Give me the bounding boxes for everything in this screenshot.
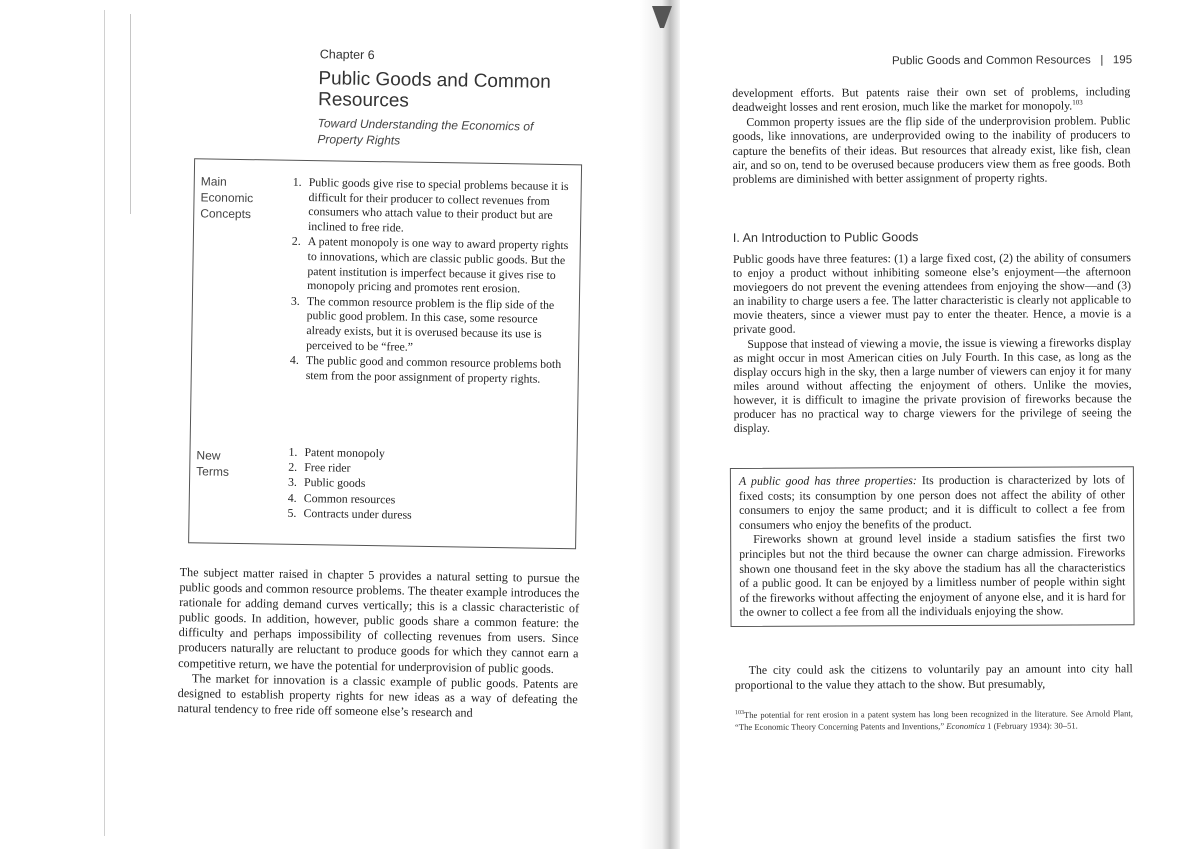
list-number: 1. — [292, 174, 302, 189]
list-number: 5. — [287, 505, 297, 520]
list-text: Patent monopoly — [304, 445, 385, 461]
definition-box — [730, 466, 1135, 627]
journal-title: Economica — [946, 720, 985, 732]
list-item — [292, 175, 577, 238]
concepts-box — [188, 158, 582, 549]
chapter-title: Public Goods and Common Resources — [317, 68, 551, 112]
list-text: A patent monopoly is one way to award property rights to innovations, which are classic public goods. But the patent institution is imperfect because it gives rise to monopoly pricing and promotes rent erosion. — [307, 234, 569, 296]
list-text: Public goods — [303, 475, 366, 491]
list-text: The public good and common resource problems both stem from the poor assignment of property rights. — [305, 353, 562, 386]
body-paragraph: Public goods have three features: (1) a large fixed cost, (2) the ability of consumers to enjoy a product without inhibiting someone else’s enjoyment—the afternoon moviegoers do not prevent the evening attendees from enjoying the show—and (3) an inability to charge users a fee. The latter characteristic is clearly not applicable to movie theaters, since a viewer must pay to enter the theater. Hence, a movie is a private good. — [732, 250, 1132, 337]
list-text: Free rider — [304, 460, 351, 475]
left-page — [177, 40, 600, 720]
list-item — [291, 234, 576, 297]
book-gutter — [640, 0, 680, 849]
list-number: 2. — [288, 459, 298, 475]
definition-paragraph — [739, 472, 1125, 532]
intro-text — [732, 84, 1130, 187]
chapter-label: Chapter 6 — [319, 47, 375, 63]
list-number: 3. — [290, 293, 300, 308]
body-paragraph: The subject matter raised in chapter 5 provides a natural setting to pursue the public goods and common resource problems. The theater example introduces the rationale for adding demand curves vertically; this is a classic characteristic of public goods. In addition, however, public goods share a common feature: the difficulty and perhaps impossibility of collecting revenues from users. Since producers naturally are reluctant to produce goods for which they cannot earn a competitive return, we have the potential for underprovision of public goods. — [178, 565, 580, 676]
main-concepts-heading: Main Economic Concepts — [200, 174, 254, 222]
list-item — [290, 353, 574, 387]
list-number: 4. — [287, 490, 297, 505]
new-terms-list — [287, 445, 412, 523]
footnote-text: 1 (February 1934): 30–51. — [984, 720, 1078, 731]
body-paragraph: Common property issues are the flip side of the underprovision problem. Public goods, like innovations, are underprovided owing to the inability of producers to capture the benefits of their ideas. But resources that already exist, like fish, clean air, and so on, tend to be overused because producers view them as free goods. Both problems are diminished with better assignment of property rights. — [732, 113, 1131, 187]
page-edge-line-inner — [130, 14, 131, 214]
list-number: 3. — [287, 475, 298, 490]
body-paragraph: The market for innovation is a classic example of public goods. Patents are designed to establish property rights for new ideas as a way of defeating the natural tendency to free ride off someone else’s research and — [177, 670, 579, 720]
definition-text: Its production is characterized by lots of fixed costs; its consumption by one person does not affect the ability of other consumers to enjoy the same product; and it is difficult to collect a fee from consumers who enjoy the benefits of the product. — [738, 472, 1126, 532]
list-item — [287, 506, 411, 523]
closing-text — [735, 661, 1133, 692]
paragraph-text: development efforts. But patents raise their own set of problems, including deadweight losses and rent erosion, much like the market for monopoly. — [732, 84, 1131, 115]
footnote — [735, 707, 1133, 733]
footnote-text: The potential for rent erosion in a patent system has long been recognized in the literature. See Arnold Plant, “The Economic Theory Concerning Patents and Inventions,” — [734, 708, 1133, 732]
list-number: 1. — [288, 444, 298, 459]
list-text: Contracts under duress — [303, 505, 412, 522]
main-concepts-list — [290, 175, 577, 388]
body-paragraph: Suppose that instead of viewing a movie, the issue is viewing a fireworks display as might occur in most American cities on July Fourth. In this case, as long as the display occurs high in the sky, then a large number of viewers can enjoy it for many miles around without affecting the enjoyment of others. Unlike the movies, however, it is difficult to imagine the private provision of fireworks because the producer has no practical way to charge viewers for the privilege of seeing the display. — [733, 334, 1132, 436]
chapter-subtitle: Toward Understanding the Economics of Property Rights — [317, 116, 534, 148]
list-item — [290, 294, 575, 357]
right-page — [720, 38, 1133, 732]
list-text: Public goods give rise to special problems because it is difficult for their producer to collect revenues from consumers who attach value to their product but are inclined to free ride. — [307, 175, 569, 235]
body-paragraph: The city could ask the citizens to voluntarily pay an amount into city hall proportional to the value they attach to the show. But presumably, — [734, 661, 1133, 692]
list-text: Common resources — [303, 490, 396, 507]
left-body-text — [177, 565, 579, 722]
running-head: Public Goods and Common Resources | 195 — [891, 54, 1133, 68]
definition-paragraph: Fireworks shown at ground level inside a stadium satisfies the first two principles but not the third because the owner can charge admission. Fireworks shown one thousand feet in the sky above the stadium has all the characteristics of a public good. It can be enjoyed by a limitless number of people within sight of the fireworks without affecting the enjoyment of anyone else, and it is hard for the owner to collect a fee from all the individuals enjoying the show. — [739, 530, 1126, 620]
section-heading: I. An Introduction to Public Goods — [732, 230, 919, 245]
footnote-reference: 103 — [1072, 98, 1083, 107]
list-text: The common resource problem is the flip side of the public good problem. In this case, some resource already exists, but it is overused because its use is perceived to be “free.” — [306, 293, 555, 354]
body-paragraph — [732, 84, 1130, 115]
section-body-text — [733, 250, 1132, 435]
footnote-mark: 103 — [734, 710, 744, 717]
list-number: 4. — [289, 352, 299, 368]
definition-lead: A public good has three properties: — [738, 473, 917, 488]
page-edge-line — [104, 10, 105, 836]
list-number: 2. — [291, 234, 301, 249]
new-terms-heading: New Terms — [196, 448, 230, 479]
